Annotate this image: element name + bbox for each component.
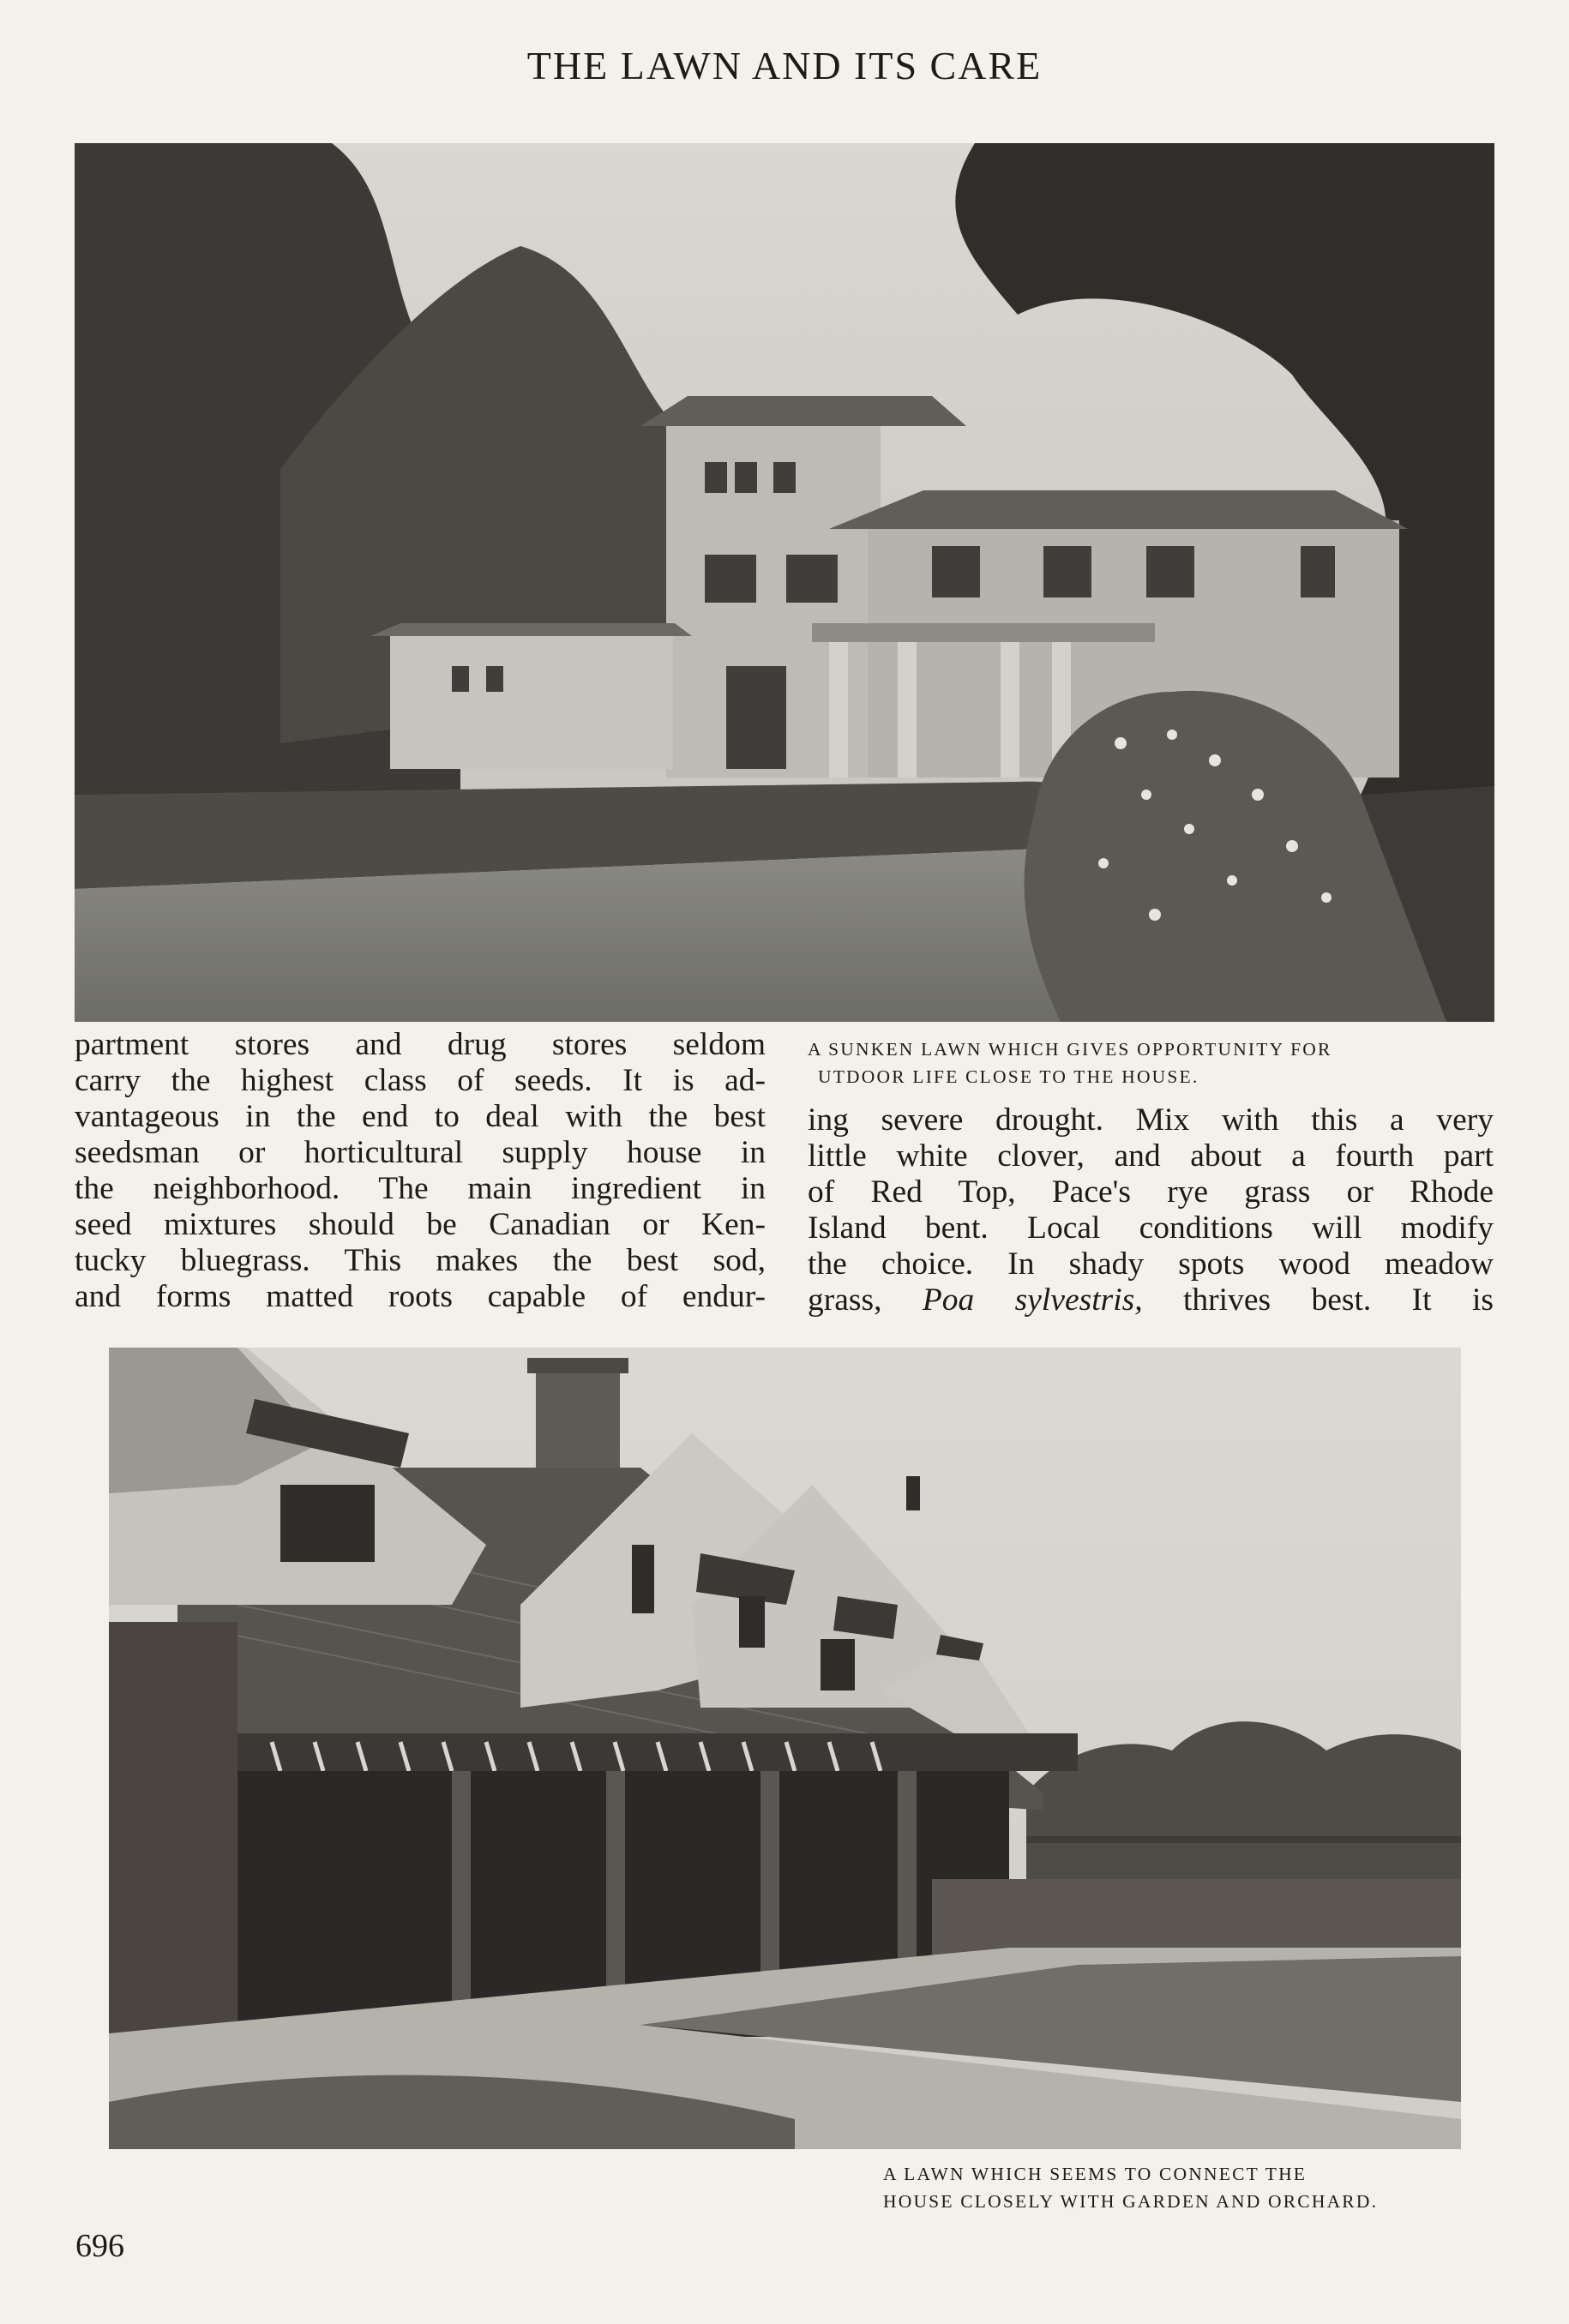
- caption-line: UTDOOR LIFE CLOSE TO THE HOUSE.: [818, 1066, 1199, 1087]
- body-column-right: [808, 1102, 1494, 1318]
- body-line: seedsman or horticultural supply house in: [75, 1135, 766, 1170]
- body-line: little white clover, and about a fourth part: [808, 1138, 1494, 1174]
- species-name: Poa sylvestris,: [922, 1282, 1143, 1318]
- caption-sunken-lawn: [808, 1036, 1499, 1090]
- caption-line: A LAWN WHICH SEEMS TO CONNECT THE: [883, 2164, 1308, 2184]
- body-line: and forms matted roots capable of endur-: [75, 1279, 766, 1314]
- running-head: THE LAWN AND ITS CARE: [526, 44, 1043, 87]
- photo-sunken-lawn: [75, 143, 1494, 1022]
- body-line: of Red Top, Pace's rye grass or Rhode: [808, 1174, 1494, 1210]
- body-line-with-italic: [808, 1282, 1494, 1318]
- caption-line: A SUNKEN LAWN WHICH GIVES OPPORTUNITY FOR: [808, 1039, 1332, 1060]
- body-line: the neighborhood. The main ingredient in: [75, 1171, 766, 1206]
- body-line: ing severe drought. Mix with this a very: [808, 1102, 1494, 1138]
- body-line: Island bent. Local conditions will modify: [808, 1210, 1494, 1246]
- photo-house-lawn: [109, 1348, 1461, 2149]
- body-line: vantageous in the end to deal with the best: [75, 1099, 766, 1134]
- body-line: the choice. In shady spots wood meadow: [808, 1246, 1494, 1282]
- body-line: partment stores and drug stores seldom: [75, 1027, 766, 1062]
- body-text: thrives best. It is: [1142, 1282, 1494, 1318]
- page-number: 696: [75, 2228, 124, 2264]
- body-text: grass,: [808, 1282, 923, 1318]
- body-line: carry the highest class of seeds. It is ad-: [75, 1063, 766, 1098]
- body-column-left: [75, 1027, 766, 1315]
- caption-line: HOUSE CLOSELY WITH GARDEN AND ORCHARD.: [883, 2191, 1379, 2212]
- caption-house-lawn: [883, 2160, 1487, 2215]
- body-line: seed mixtures should be Canadian or Ken-: [75, 1207, 766, 1242]
- body-line: tucky bluegrass. This makes the best sod,: [75, 1243, 766, 1278]
